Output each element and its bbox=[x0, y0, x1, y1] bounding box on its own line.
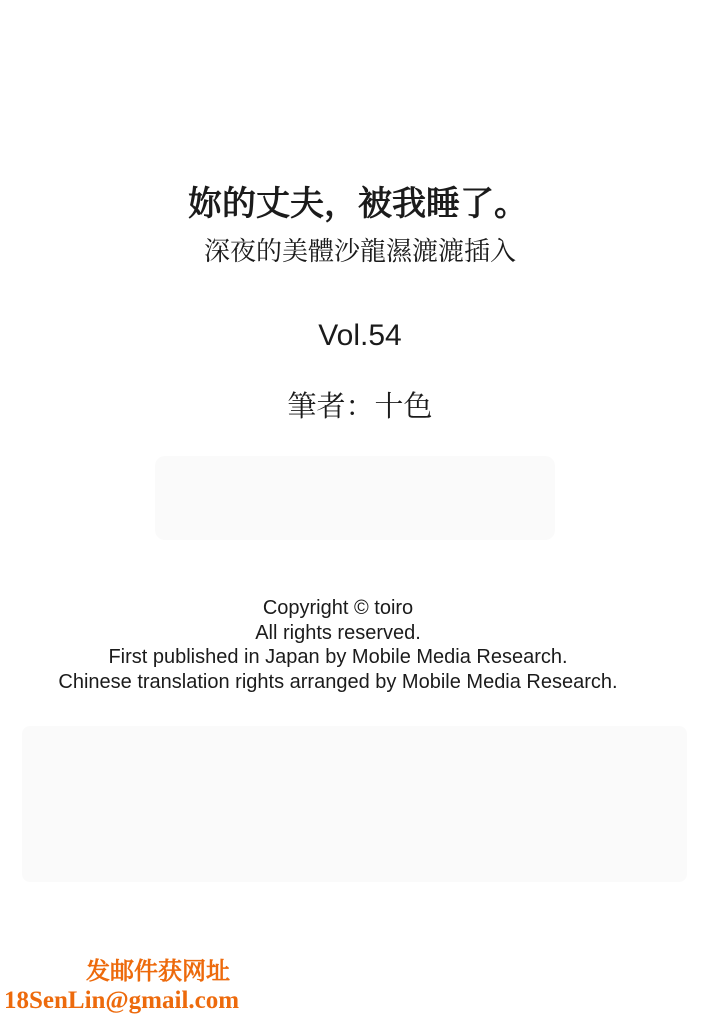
volume-label: Vol.54 bbox=[318, 319, 402, 352]
copyright-line: Copyright © toiro bbox=[262, 597, 414, 619]
author-line: 筆者：十色 bbox=[287, 391, 433, 423]
watermark-block bbox=[4, 957, 240, 1014]
copyright-line: First published in Japan by Mobile Media Research. bbox=[108, 646, 568, 668]
copyright-line: Chinese translation rights arranged by Mobile Media Research. bbox=[58, 670, 618, 693]
watermark-email-text: 18SenLin@gmail.com bbox=[4, 987, 240, 1014]
watermark-cta-text: 发邮件获网址 bbox=[86, 959, 230, 985]
page-subtitle: 深夜的美體沙龍濕漉漉插入 bbox=[203, 236, 516, 266]
faded-image-block bbox=[22, 726, 687, 882]
copyright-line: All rights reserved. bbox=[255, 621, 421, 644]
faded-logo-block bbox=[155, 456, 555, 540]
copyright-block bbox=[0, 596, 676, 694]
page-title: 妳的丈夫，被我睡了。 bbox=[188, 185, 528, 223]
